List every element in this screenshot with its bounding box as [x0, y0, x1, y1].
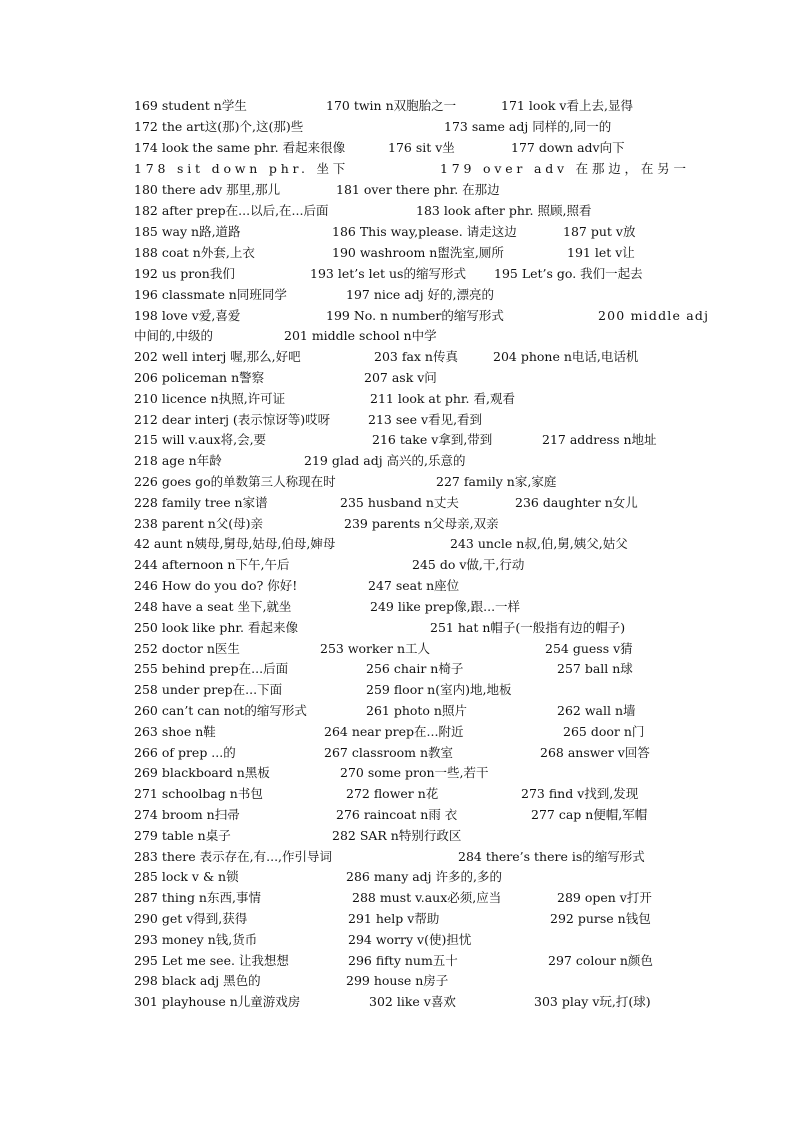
- vocab-entry: 200 middle adj: [598, 308, 710, 323]
- vocab-entry: 295 Let me see. 让我想想: [134, 953, 289, 968]
- vocab-line: [0, 96, 794, 116]
- vocab-entry: 290 get v得到,获得: [134, 911, 248, 926]
- vocab-entry: 235 husband n丈夫: [340, 495, 459, 510]
- vocab-entry: 171 look v看上去,显得: [501, 98, 633, 113]
- vocab-entry: 185 way n路,道路: [134, 224, 241, 239]
- vocab-line: [0, 992, 794, 1012]
- vocab-entry: 266 of prep ...的: [134, 745, 236, 760]
- vocab-entry: 212 dear interj (表示惊讶等)哎呀: [134, 412, 331, 427]
- vocab-entry: 226 goes go的单数第三人称现在时: [134, 474, 336, 489]
- vocab-entry: 256 chair n椅子: [366, 661, 464, 676]
- vocab-entry: 246 How do you do? 你好!: [134, 578, 298, 593]
- vocab-entry: 178 sit down phr. 坐下: [134, 161, 350, 176]
- vocab-entry: 269 blackboard n黑板: [134, 765, 270, 780]
- vocab-entry: 271 schoolbag n书包: [134, 786, 263, 801]
- vocab-entry: 42 aunt n姨母,舅母,姑母,伯母,婶母: [134, 536, 336, 551]
- vocab-line: [0, 743, 794, 763]
- vocab-entry: 215 will v.aux将,会,要: [134, 432, 267, 447]
- vocab-entry: 272 flower n花: [346, 786, 439, 801]
- vocab-line: [0, 701, 794, 721]
- vocab-entry: 244 afternoon n下午,午后: [134, 557, 290, 572]
- vocab-entry: 255 behind prep在...后面: [134, 661, 289, 676]
- vocab-entry: 302 like v喜欢: [369, 994, 456, 1009]
- vocab-entry: 191 let v让: [567, 245, 635, 260]
- vocab-line: [0, 368, 794, 388]
- vocab-entry: 294 worry v(使)担忧: [348, 932, 472, 947]
- vocab-entry: 296 fifty num五十: [348, 953, 458, 968]
- vocab-entry: 258 under prep在...下面: [134, 682, 283, 697]
- vocab-entry: 179 over adv 在那边，在另一: [440, 161, 690, 176]
- vocab-line: [0, 951, 794, 971]
- vocab-line: [0, 472, 794, 492]
- vocab-entry: 188 coat n外套,上衣: [134, 245, 255, 260]
- vocab-entry: 293 money n钱,货币: [134, 932, 258, 947]
- vocab-entry: 245 do v做,干,行动: [412, 557, 525, 572]
- vocab-line: [0, 117, 794, 137]
- vocab-line: [0, 826, 794, 846]
- vocab-entry: 216 take v拿到,带到: [372, 432, 493, 447]
- vocab-line: [0, 285, 794, 305]
- vocab-line: [0, 347, 794, 367]
- vocab-entry: 291 help v帮助: [348, 911, 440, 926]
- vocab-line: [0, 222, 794, 242]
- vocab-line: [0, 659, 794, 679]
- vocab-entry: 247 seat n座位: [368, 578, 460, 593]
- vocab-entry: 265 door n门: [563, 724, 645, 739]
- vocab-entry: 299 house n房子: [346, 973, 449, 988]
- vocab-line: [0, 576, 794, 596]
- vocab-entry: 中间的,中级的: [134, 328, 213, 343]
- vocab-entry: 287 thing n东西,事情: [134, 890, 261, 905]
- vocab-entry: 182 after prep在...以后,在...后面: [134, 203, 329, 218]
- vocab-entry: 276 raincoat n雨 衣: [336, 807, 458, 822]
- vocab-line: [0, 805, 794, 825]
- vocab-entry: 250 look like phr. 看起来像: [134, 620, 298, 635]
- vocab-entry: 263 shoe n鞋: [134, 724, 216, 739]
- vocab-line: [0, 763, 794, 783]
- vocab-entry: 210 licence n执照,许可证: [134, 391, 286, 406]
- vocab-entry: 174 look the same phr. 看起来很像: [134, 140, 346, 155]
- vocab-entry: 177 down adv向下: [511, 140, 625, 155]
- vocab-entry: 206 policeman n警察: [134, 370, 265, 385]
- vocab-entry: 277 cap n便帽,军帽: [531, 807, 648, 822]
- vocab-line: [0, 243, 794, 263]
- vocab-entry: 257 ball n球: [557, 661, 633, 676]
- vocab-entry: 249 like prep像,跟...一样: [370, 599, 521, 614]
- vocab-line: [0, 493, 794, 513]
- vocab-entry: 259 floor n(室内)地,地板: [366, 682, 512, 697]
- vocab-entry: 186 This way,please. 请走这边: [332, 224, 517, 239]
- vocab-line: [0, 180, 794, 200]
- vocab-line: [0, 410, 794, 430]
- vocab-entry: 201 middle school n中学: [284, 328, 437, 343]
- vocab-line: [0, 326, 794, 346]
- vocab-entry: 251 hat n帽子(一般指有边的帽子): [430, 620, 626, 635]
- vocab-entry: 181 over there phr. 在那边: [336, 182, 500, 197]
- vocab-entry: 195 Let’s go. 我们一起去: [494, 266, 643, 281]
- vocab-entry: 239 parents n父母亲,双亲: [344, 516, 499, 531]
- vocab-entry: 198 love v爱,喜爱: [134, 308, 241, 323]
- vocab-entry: 288 must v.aux必须,应当: [352, 890, 502, 905]
- vocab-entry: 190 washroom n盥洗室,厕所: [332, 245, 504, 260]
- vocab-entry: 238 parent n父(母)亲: [134, 516, 264, 531]
- vocab-entry: 268 answer v回答: [540, 745, 650, 760]
- vocab-entry: 169 student n学生: [134, 98, 247, 113]
- vocab-line: [0, 201, 794, 221]
- vocab-entry: 180 there adv 那里,那儿: [134, 182, 281, 197]
- vocab-entry: 236 daughter n女儿: [515, 495, 638, 510]
- vocab-entry: 301 playhouse n儿童游戏房: [134, 994, 301, 1009]
- vocab-entry: 219 glad adj 高兴的,乐意的: [304, 453, 466, 468]
- vocab-entry: 254 guess v猜: [545, 641, 633, 656]
- vocab-line: [0, 159, 794, 179]
- vocab-entry: 193 let’s let us的缩写形式: [310, 266, 466, 281]
- vocab-entry: 203 fax n传真: [374, 349, 458, 364]
- vocab-entry: 253 worker n工人: [320, 641, 431, 656]
- vocab-line: [0, 451, 794, 471]
- vocab-entry: 213 see v看见,看到: [368, 412, 483, 427]
- vocab-line: [0, 597, 794, 617]
- vocab-entry: 274 broom n扫帚: [134, 807, 240, 822]
- vocab-entry: 197 nice adj 好的,漂亮的: [346, 287, 495, 302]
- vocab-entry: 217 address n地址: [542, 432, 657, 447]
- vocab-entry: 176 sit v坐: [388, 140, 455, 155]
- vocab-line: [0, 264, 794, 284]
- vocab-line: [0, 722, 794, 742]
- vocab-entry: 202 well interj 喔,那么,好吧: [134, 349, 301, 364]
- vocab-line: [0, 618, 794, 638]
- vocab-line: [0, 138, 794, 158]
- vocab-line: [0, 784, 794, 804]
- vocab-entry: 285 lock v & n锁: [134, 869, 239, 884]
- vocab-entry: 183 look after phr. 照顾,照看: [416, 203, 592, 218]
- vocab-entry: 187 put v放: [563, 224, 636, 239]
- vocab-entry: 264 near prep在...附近: [324, 724, 464, 739]
- vocab-line: [0, 430, 794, 450]
- vocab-entry: 297 colour n颜色: [548, 953, 653, 968]
- vocab-line: [0, 514, 794, 534]
- vocab-line: [0, 888, 794, 908]
- vocab-entry: 248 have a seat 坐下,就坐: [134, 599, 292, 614]
- vocab-entry: 192 us pron我们: [134, 266, 235, 281]
- vocab-entry: 286 many adj 许多的,多的: [346, 869, 502, 884]
- vocab-entry: 196 classmate n同班同学: [134, 287, 287, 302]
- vocab-entry: 298 black adj 黑色的: [134, 973, 261, 988]
- vocab-entry: 267 classroom n教室: [324, 745, 454, 760]
- vocab-line: [0, 930, 794, 950]
- vocab-entry: 273 find v找到,发现: [521, 786, 639, 801]
- vocab-entry: 252 doctor n医生: [134, 641, 240, 656]
- vocab-entry: 207 ask v问: [364, 370, 437, 385]
- vocab-entry: 204 phone n电话,电话机: [493, 349, 639, 364]
- vocab-entry: 292 purse n钱包: [550, 911, 651, 926]
- vocab-entry: 243 uncle n叔,伯,舅,姨父,姑父: [450, 536, 628, 551]
- vocab-entry: 260 can’t can not的缩写形式: [134, 703, 307, 718]
- vocab-entry: 218 age n年龄: [134, 453, 222, 468]
- vocab-entry: 284 there’s there is的缩写形式: [458, 849, 645, 864]
- vocab-entry: 262 wall n墙: [557, 703, 636, 718]
- vocab-line: [0, 534, 794, 554]
- vocab-entry: 170 twin n双胞胎之一: [326, 98, 457, 113]
- vocab-entry: 227 family n家,家庭: [436, 474, 557, 489]
- vocab-line: [0, 680, 794, 700]
- vocab-entry: 270 some pron一些,若干: [340, 765, 489, 780]
- vocab-entry: 303 play v玩,打(球): [534, 994, 651, 1009]
- vocab-entry: 199 No. n number的缩写形式: [326, 308, 504, 323]
- vocab-entry: 289 open v打开: [557, 890, 652, 905]
- vocab-entry: 283 there 表示存在,有...,作引导词: [134, 849, 333, 864]
- vocab-entry: 173 same adj 同样的,同一的: [444, 119, 612, 134]
- vocab-entry: 211 look at phr. 看,观看: [370, 391, 515, 406]
- vocab-entry: 172 the art这(那)个,这(那)些: [134, 119, 304, 134]
- vocab-line: [0, 306, 794, 326]
- vocab-line: [0, 909, 794, 929]
- vocab-line: [0, 555, 794, 575]
- vocab-line: [0, 847, 794, 867]
- vocab-entry: 282 SAR n特别行政区: [332, 828, 462, 843]
- vocab-line: [0, 389, 794, 409]
- vocab-line: [0, 639, 794, 659]
- vocab-line: [0, 971, 794, 991]
- vocab-entry: 228 family tree n家谱: [134, 495, 268, 510]
- vocab-line: [0, 867, 794, 887]
- vocab-entry: 261 photo n照片: [366, 703, 467, 718]
- vocab-entry: 279 table n桌子: [134, 828, 231, 843]
